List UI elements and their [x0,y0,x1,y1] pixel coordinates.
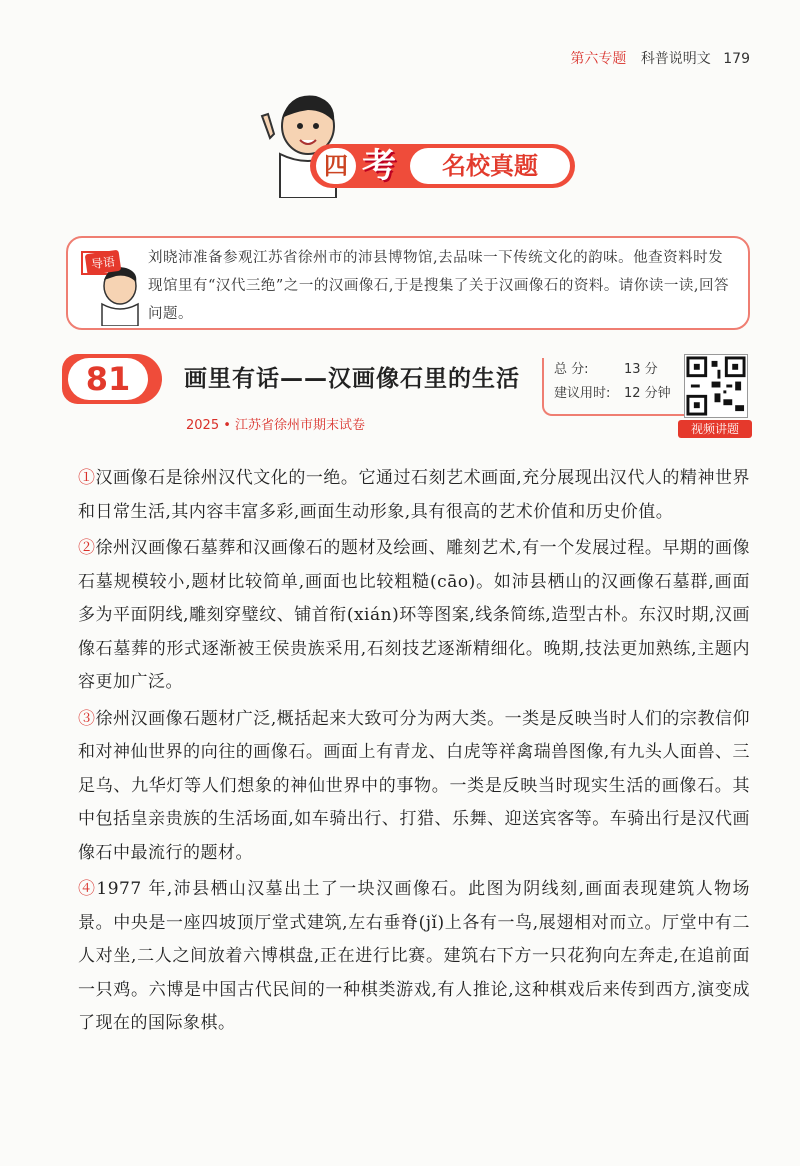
chapter-label: 第六专题 [570,51,627,67]
paragraph-text: 徐州汉画像石墓葬和汉画像石的题材及绘画、雕刻艺术,有一个发展过程。早期的画像石墓规模较小,题材比较简单,画面也比较粗糙(cāo)。如沛县栖山的汉画像石墓群,画面多为平面阴线,雕刻穿璧纹、铺首衔(xián)环等图案,线条简练,造型古朴。东汉时期,汉画像石墓葬的形式逐渐被王侯贵族采用,石刻技艺逐渐精细化。晚期,技法更加熟练,主题内容更加广泛。 [78,538,750,692]
banner-title: 名校真题 [410,148,570,184]
banner-number: 四 [316,148,356,184]
total-score-label: 总 分: [554,362,589,377]
guide-tag: 导语 [85,250,122,276]
paragraph-text: 汉画像石是徐州汉代文化的一绝。它通过石刻艺术画面,充分展现出汉代人的精神世界和日常生活,其内容丰富多彩,画面生动形象,具有很高的艺术价值和历史价值。 [78,468,750,522]
paragraph [78,462,750,529]
score-box [542,358,704,416]
paragraph-number: ④ [78,879,97,899]
question-header [62,354,752,438]
paragraph-number: ③ [78,708,96,729]
qr-code-icon[interactable] [684,354,748,418]
paragraph-number: ① [78,468,96,488]
question-source: 2025 • 江苏省徐州市期末试卷 [186,418,366,433]
paragraph-number: ② [78,538,96,558]
question-number-badge [62,354,162,404]
question-title: 画里有话——汉画像石里的生活 [184,366,520,392]
time-value: 12 分钟 [624,386,671,401]
banner-kao: 考 [362,146,396,186]
time-label: 建议用时: [554,386,611,401]
guide-box [66,236,750,330]
paragraph [78,532,750,700]
section-label: 科普说明文 [640,51,711,67]
paragraph-text: 徐州汉画像石题材广泛,概括起来大致可分为两大类。一类是反映当时人们的宗教信仰和对神仙世界的向往的画像石。画面上有青龙、白虎等祥禽瑞兽图像,有九头人面兽、三足乌、九华灯等人们想象的神仙世界中的事物。一类是反映当时现实生活的画像石。其中包括皇亲贵族的生活场面,如车骑出行、打猎、乐舞、迎送宾客等。车骑出行是汉代画像石中最流行的题材。 [78,708,750,863]
paragraph-text: 1977 年,沛县栖山汉墓出土了一块汉画像石。此图为阴线刻,画面表现建筑人物场景。中央是一座四坡顶厅堂式建筑,左右垂脊(jǐ)上各有一鸟,展翅相对而立。厅堂中有二人对坐,二人之间放着六博棋盘,正在进行比赛。建筑右下方一只花狗向左奔走,在追前面一只鸡。六博是中国古代民间的一种棋类游戏,有人推论,这种棋戏后来传到西方,演变成了现在的国际象棋。 [78,879,750,1033]
banner-pill [310,144,575,188]
paragraph [78,703,750,871]
total-score-value: 13 分 [624,362,658,377]
article-body [78,462,750,1044]
page-number: 179 [723,51,750,67]
guide-text: 刘晓沛准备参观江苏省徐州市的沛县博物馆,去品味一下传统文化的韵味。他查资料时发现馆里有“汉代三绝”之一的汉画像石,于是搜集了关于汉画像石的资料。请你读一读,回答问题。 [148,250,730,322]
question-number: 81 [68,358,148,400]
video-lecture-label[interactable]: 视频讲题 [678,420,752,438]
page-header [570,48,750,68]
section-banner [240,88,580,198]
paragraph [78,873,750,1041]
